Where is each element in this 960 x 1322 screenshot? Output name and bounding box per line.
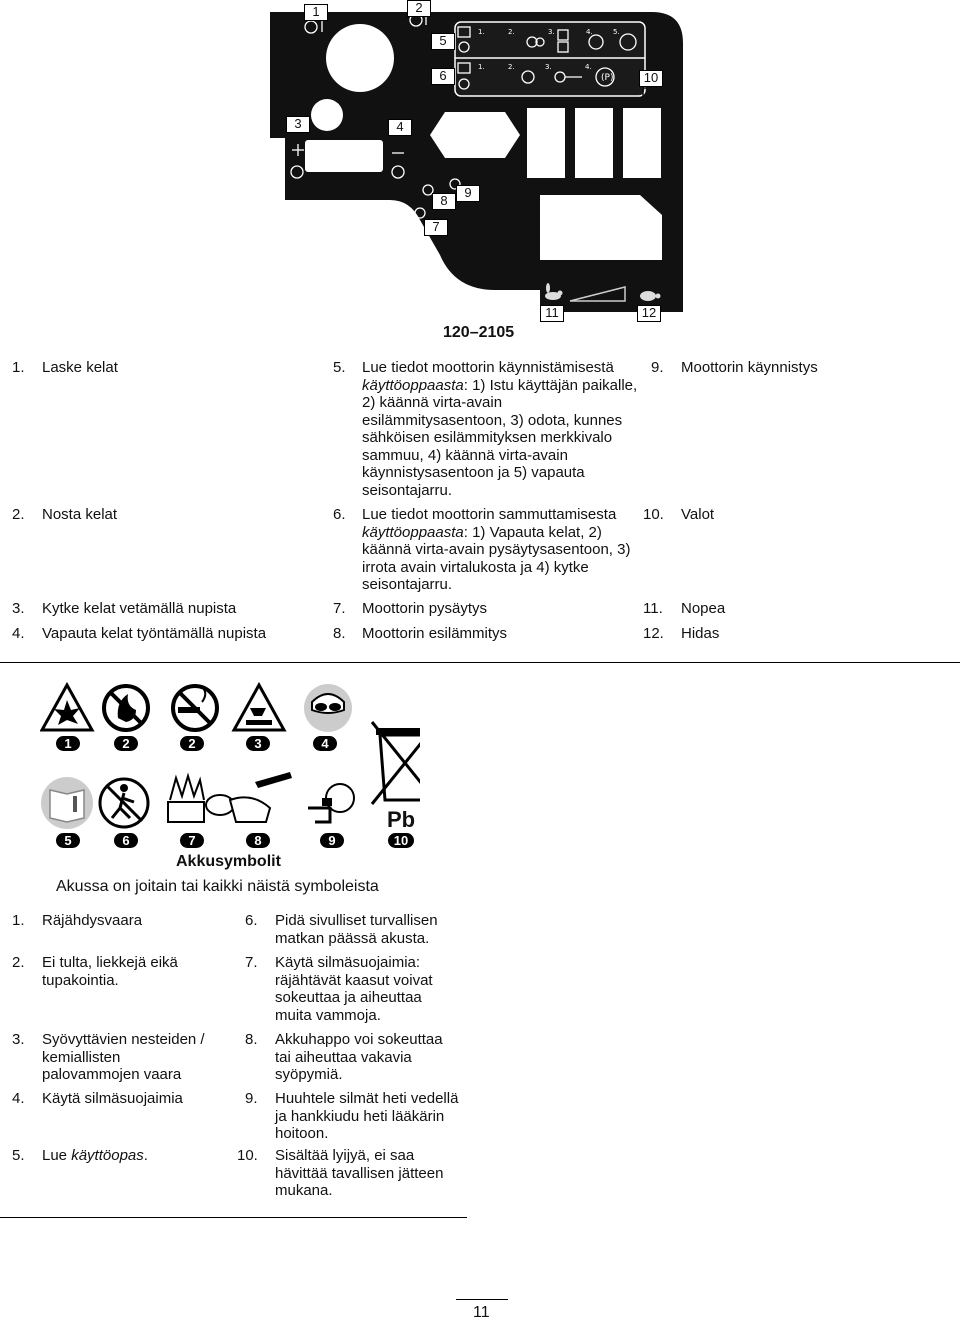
battery-item: Pidä sivulliset turvallisen matkan päässä akusta.	[275, 912, 438, 947]
decal-graphic	[0, 0, 700, 325]
svg-text:2.: 2.	[508, 28, 515, 36]
decal-part-number: 120–2105	[443, 324, 515, 341]
legend-item: Moottorin pysäytys	[362, 600, 488, 617]
decal-callout-6: 6	[431, 68, 455, 85]
manual-icon	[41, 777, 93, 829]
battery-icon-label: 2	[114, 736, 138, 751]
explosion-icon	[42, 685, 92, 730]
legend-num: 10.	[643, 506, 664, 523]
battery-num: 4.	[12, 1090, 25, 1107]
battery-item: Räjähdysvaara	[42, 912, 143, 929]
battery-icon-label: 6	[114, 833, 138, 848]
legend-num: 3.	[12, 600, 25, 617]
battery-num: 1.	[12, 912, 25, 929]
legend-item: Valot	[681, 506, 715, 523]
decal-callout-5: 5	[431, 33, 455, 50]
legend-num: 12.	[643, 625, 664, 642]
legend-num: 6.	[333, 506, 346, 523]
decal-callout-3: 3	[286, 116, 310, 133]
legend-item: Lue tiedot moottorin käynnistämisestä käyttöoppaasta: 1) Istu käyttäjän paikalle, 2) käännä virta-avain esilämmitysasentoon, 3) odota, kunnes sähköisen esilämmityksen merkkivalo sammuu, 4) käännä virta-avain käynnistysasentoon ja 5) vapauta seisontajarru.	[362, 359, 638, 499]
svg-text:1.: 1.	[478, 28, 485, 36]
legend-num: 9.	[651, 359, 664, 376]
legend-item: Laske kelat	[42, 359, 118, 376]
page-number-rule	[456, 1299, 508, 1300]
legend-item: Lue tiedot moottorin sammuttamisesta käyttöoppaasta: 1) Vapauta kelat, 2) käännä virta-avain pysäytysasentoon, 3) irrota avain virtalukosta ja 4) kytke seisontajarru.	[362, 506, 631, 593]
keep-away-icon	[100, 779, 148, 827]
lead-label: Pb	[387, 807, 416, 832]
decal-callout-1: 1	[304, 4, 328, 21]
battery-icon-label: 5	[56, 833, 80, 848]
section-divider	[0, 1217, 467, 1218]
svg-text:4.: 4.	[585, 63, 592, 71]
legend-item: Vapauta kelat työntämällä nupista	[42, 625, 267, 642]
legend-item: Moottorin esilämmitys	[362, 625, 508, 642]
decal-callout-10: 10	[639, 70, 663, 87]
battery-item: Lue käyttöopas.	[42, 1147, 148, 1164]
svg-text:5.: 5.	[613, 28, 620, 36]
svg-text:1.: 1.	[478, 63, 485, 71]
control-panel-decal	[0, 0, 700, 325]
svg-text:(P): (P)	[601, 73, 614, 83]
battery-icon-label: 9	[320, 833, 344, 848]
battery-icon-label: 3	[246, 736, 270, 751]
corrosive-icon	[234, 685, 284, 730]
no-fire-icon	[104, 686, 148, 730]
decal-callout-11: 11	[540, 305, 564, 322]
battery-icon-label: 4	[313, 736, 337, 751]
battery-item: Akkuhappo voi sokeuttaa tai aiheuttaa vakavia syöpymiä.	[275, 1031, 443, 1083]
decal-callout-7: 7	[424, 219, 448, 236]
battery-num: 7.	[245, 954, 258, 971]
legend-item: Moottorin käynnistys	[681, 359, 818, 376]
svg-text:4.: 4.	[586, 28, 593, 36]
svg-text:3.: 3.	[545, 63, 552, 71]
battery-title: Akkusymbolit	[176, 853, 281, 870]
battery-item: Huuhtele silmät heti vedellä ja hankkiudu heti lääkärin hoitoon.	[275, 1090, 459, 1142]
recycle-bin-icon	[372, 722, 420, 804]
battery-icon-label: 2	[180, 736, 204, 751]
decal-callout-8: 8	[432, 193, 456, 210]
legend-num: 4.	[12, 625, 25, 642]
battery-item: Käytä silmäsuojaimia	[42, 1090, 183, 1107]
legend-item: Nopea	[681, 600, 726, 617]
rinse-eyes-icon	[308, 784, 354, 822]
svg-text:3.: 3.	[548, 28, 555, 36]
legend-num: 1.	[12, 359, 25, 376]
battery-num: 8.	[245, 1031, 258, 1048]
battery-item: Sisältää lyijyä, ei saa hävittää tavallisen jätteen mukana.	[275, 1147, 444, 1199]
legend-num: 8.	[333, 625, 346, 642]
legend-num: 5.	[333, 359, 346, 376]
battery-icon-label: 1	[56, 736, 80, 751]
legend-num: 7.	[333, 600, 346, 617]
battery-num: 5.	[12, 1147, 25, 1164]
svg-text:2.: 2.	[508, 63, 515, 71]
battery-num: 9.	[245, 1090, 258, 1107]
legend-item: Nosta kelat	[42, 506, 118, 523]
legend-item: Hidas	[681, 625, 720, 642]
battery-num: 3.	[12, 1031, 25, 1048]
decal-callout-4: 4	[388, 119, 412, 136]
battery-item: Syövyttävien nesteiden / kemiallisten palovammojen vaara	[42, 1031, 205, 1083]
battery-icon-label: 7	[180, 833, 204, 848]
battery-num: 10.	[237, 1147, 258, 1164]
battery-item: Ei tulta, liekkejä eikä tupakointia.	[42, 954, 178, 989]
battery-symbols	[40, 680, 420, 830]
decal-callout-2: 2	[407, 0, 431, 17]
eye-protection-icon	[304, 684, 352, 732]
battery-item: Käytä silmäsuojaimia: räjähtävät kaasut voivat sokeuttaa ja aiheuttaa muita vammoja.	[275, 954, 433, 1024]
legend-item: Kytke kelat vetämällä nupista	[42, 600, 237, 617]
page-number: 11	[473, 1304, 490, 1321]
acid-burn-icon	[230, 772, 292, 822]
decal-callout-12: 12	[637, 305, 661, 322]
legend-num: 2.	[12, 506, 25, 523]
battery-icon-label: 10	[388, 833, 414, 848]
explosive-gas-icon	[168, 776, 234, 822]
legend-num: 11.	[643, 600, 663, 617]
battery-num: 6.	[245, 912, 258, 929]
decal-callout-9: 9	[456, 185, 480, 202]
battery-num: 2.	[12, 954, 25, 971]
battery-subtitle: Akussa on joitain tai kaikki näistä symboleista	[56, 878, 379, 895]
section-divider	[0, 662, 960, 663]
no-smoking-icon	[173, 686, 217, 730]
battery-icon-label: 8	[246, 833, 270, 848]
